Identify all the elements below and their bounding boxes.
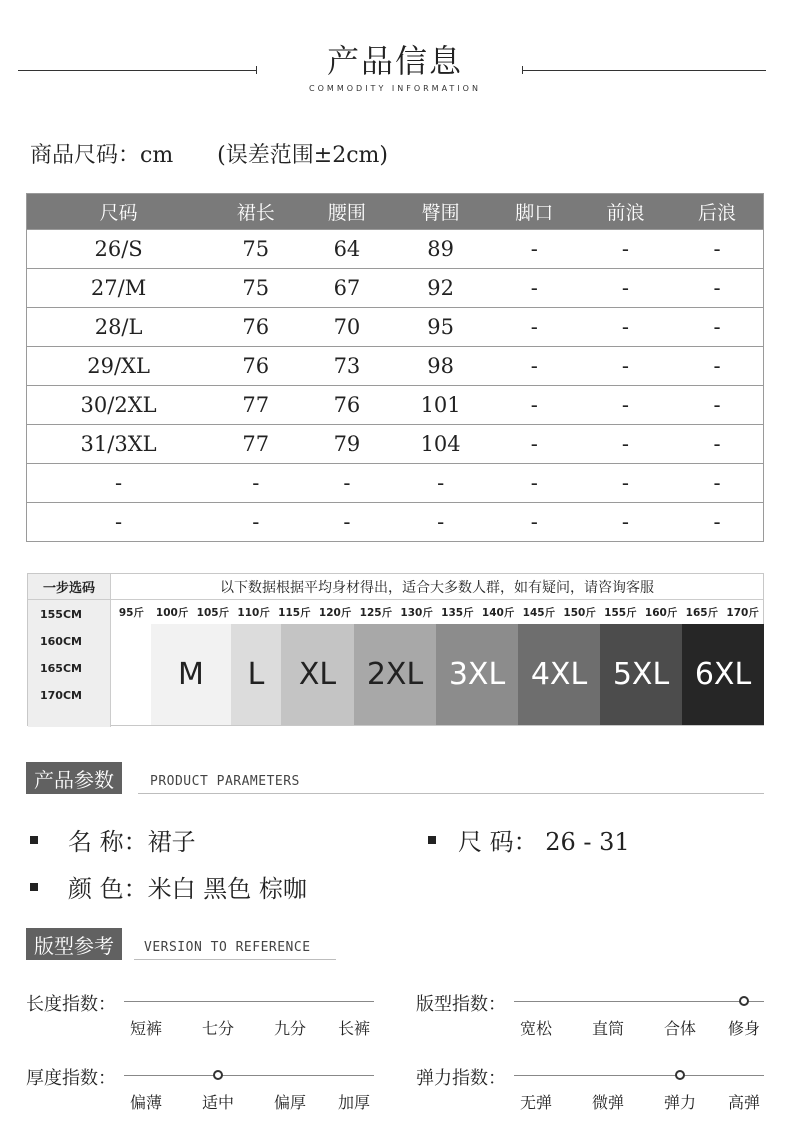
table-cell: 73 [301, 347, 392, 386]
table-cell: 92 [393, 269, 489, 308]
table-cell: - [580, 386, 671, 425]
table-cell: - [301, 503, 392, 542]
height-label: 165CM [40, 662, 82, 675]
table-cell: 64 [301, 230, 392, 269]
fit-thickness-option: 偏薄 [129, 1093, 162, 1112]
table-cell: - [671, 308, 763, 347]
table-cell: 89 [393, 230, 489, 269]
weight-label: 155斤 [604, 606, 637, 619]
fit-stretch-marker [675, 1070, 685, 1080]
param-name-text: 名 称：裙子 [68, 828, 196, 856]
table-cell: - [671, 386, 763, 425]
weight-label: 130斤 [400, 606, 433, 619]
fit-thickness-marker [213, 1070, 223, 1080]
size-guide-label: 一步选码 [28, 574, 111, 600]
table-cell: - [489, 425, 580, 464]
height-column [28, 600, 111, 727]
bullet-icon [428, 836, 436, 844]
size-col-header: 前浪 [580, 194, 671, 230]
size-table [26, 193, 764, 542]
table-cell: - [210, 503, 301, 542]
table-cell: - [393, 503, 489, 542]
size-band-l: L [231, 624, 281, 725]
param-name [30, 822, 196, 857]
table-cell: - [489, 386, 580, 425]
size-band-empty [111, 624, 151, 725]
table-cell: - [210, 464, 301, 503]
table-cell: 27/M [27, 269, 211, 308]
weight-label: 120斤 [318, 606, 352, 619]
fit-stretch-option: 微弹 [591, 1093, 624, 1112]
table-cell: - [489, 464, 580, 503]
fit-shape-label: 版型指数： [416, 994, 506, 1015]
fit-length-label: 长度指数： [26, 994, 116, 1015]
table-cell: - [671, 230, 763, 269]
fit-tag: 版型参考 [26, 928, 122, 960]
size-band-5xl: 5XL [600, 624, 682, 725]
page-subtitle: COMMODITY INFORMATION [309, 84, 481, 93]
table-cell: 95 [393, 308, 489, 347]
size-table-header [27, 194, 764, 230]
height-label: 160CM [40, 635, 82, 648]
weight-label: 140斤 [481, 606, 515, 619]
size-band-4xl: 4XL [518, 624, 600, 725]
table-cell: 98 [393, 347, 489, 386]
table-row [27, 503, 764, 542]
weight-label: 165斤 [685, 606, 719, 619]
weight-label: 135斤 [441, 606, 474, 619]
table-cell: - [27, 464, 211, 503]
table-row [27, 230, 764, 269]
fit-length-scale [124, 1001, 374, 1002]
size-band-xl: XL [281, 624, 354, 725]
table-cell: - [580, 464, 671, 503]
table-cell: - [580, 269, 671, 308]
table-cell: - [671, 269, 763, 308]
table-cell: - [580, 347, 671, 386]
weight-label: 145斤 [522, 606, 556, 619]
weight-row [111, 600, 763, 624]
height-label: 155CM [40, 608, 82, 621]
weight-label: 100斤 [155, 606, 189, 619]
fit-thickness-option: 适中 [201, 1093, 234, 1112]
table-cell: 76 [210, 308, 301, 347]
size-band-6xl: 6XL [682, 624, 764, 725]
fit-shape-option: 宽松 [519, 1019, 552, 1038]
fit-thickness-option: 偏厚 [273, 1093, 306, 1112]
fit-thickness-option: 加厚 [337, 1093, 370, 1112]
fit-en: VERSION TO REFERENCE [144, 940, 311, 955]
fit-stretch-option: 无弹 [519, 1093, 552, 1112]
size-col-header: 尺码 [27, 194, 211, 230]
table-cell: 79 [301, 425, 392, 464]
table-cell: - [489, 308, 580, 347]
table-cell: 101 [393, 386, 489, 425]
size-col-header: 臀围 [393, 194, 489, 230]
table-cell: - [580, 308, 671, 347]
page-title: 产品信息 [326, 42, 463, 80]
table-cell: - [671, 347, 763, 386]
table-cell: - [580, 503, 671, 542]
fit-section-header [26, 928, 336, 960]
fit-shape-scale [514, 1001, 764, 1002]
fit-length-option: 九分 [273, 1019, 306, 1038]
fit-thickness-label: 厚度指数： [26, 1068, 116, 1089]
weight-label: 115斤 [278, 606, 311, 619]
fit-stretch-scale [514, 1075, 764, 1076]
weight-label: 160斤 [644, 606, 678, 619]
table-cell: - [301, 464, 392, 503]
table-row [27, 269, 764, 308]
fit-stretch-label: 弹力指数： [416, 1068, 506, 1089]
size-band-3xl: 3XL [436, 624, 518, 725]
params-tag: 产品参数 [26, 762, 122, 794]
size-band-2xl: 2XL [354, 624, 436, 725]
params-underline [138, 793, 764, 794]
fit-length-option: 七分 [201, 1019, 234, 1038]
table-cell: - [393, 464, 489, 503]
param-color [30, 869, 307, 904]
fit-thickness-scale [124, 1075, 374, 1076]
table-row [27, 347, 764, 386]
table-cell: 77 [210, 386, 301, 425]
fit-underline [134, 959, 336, 960]
table-cell: - [580, 425, 671, 464]
bullet-icon [30, 836, 38, 844]
weight-label: 105斤 [196, 606, 230, 619]
fit-stretch-option: 高弹 [727, 1093, 760, 1112]
table-cell: 28/L [27, 308, 211, 347]
table-cell: - [580, 230, 671, 269]
size-guide-chart [27, 573, 764, 726]
table-cell: 29/XL [27, 347, 211, 386]
params-section-header [26, 762, 764, 794]
table-cell: - [489, 503, 580, 542]
table-cell: 77 [210, 425, 301, 464]
weight-label: 110斤 [237, 606, 270, 619]
table-cell: 26/S [27, 230, 211, 269]
table-cell: 75 [210, 230, 301, 269]
weight-label: 150斤 [563, 606, 596, 619]
height-label: 170CM [40, 689, 82, 702]
table-cell: 75 [210, 269, 301, 308]
param-size [428, 822, 630, 857]
weight-label: 170斤 [726, 606, 759, 619]
table-cell: - [671, 464, 763, 503]
table-cell: 67 [301, 269, 392, 308]
table-row [27, 425, 764, 464]
table-row [27, 308, 764, 347]
param-size-text: 尺 码： 26 - 31 [458, 828, 630, 856]
size-band-m: M [151, 624, 231, 725]
table-cell: - [489, 347, 580, 386]
fit-stretch-option: 弹力 [663, 1093, 696, 1112]
table-cell: - [671, 425, 763, 464]
table-cell: 30/2XL [27, 386, 211, 425]
params-en: PRODUCT PARAMETERS [150, 774, 300, 789]
table-cell: 70 [301, 308, 392, 347]
size-col-header: 脚口 [489, 194, 580, 230]
param-color-text: 颜 色：米白 黑色 棕咖 [68, 875, 307, 903]
size-col-header: 后浪 [671, 194, 763, 230]
table-cell: 31/3XL [27, 425, 211, 464]
fit-length-option: 长裤 [337, 1019, 370, 1038]
weight-label: 95斤 [118, 606, 144, 619]
table-cell: 76 [301, 386, 392, 425]
table-cell: - [489, 230, 580, 269]
fit-length-option: 短裤 [129, 1019, 162, 1038]
size-guide-intro: 以下数据根据平均身材得出，适合大多数人群，如有疑问，请咨询客服 [111, 574, 763, 600]
fit-shape-option: 直筒 [591, 1019, 624, 1038]
table-cell: - [671, 503, 763, 542]
table-cell: - [27, 503, 211, 542]
size-table-body [27, 230, 764, 542]
fit-shape-option: 修身 [727, 1019, 760, 1038]
table-row [27, 386, 764, 425]
table-cell: 104 [393, 425, 489, 464]
bullet-icon [30, 883, 38, 891]
size-col-header: 腰围 [301, 194, 392, 230]
fit-shape-option: 合体 [663, 1019, 696, 1038]
weight-label: 125斤 [359, 606, 393, 619]
table-cell: - [489, 269, 580, 308]
size-note: 商品尺码：cm (误差范围±2cm) [30, 143, 388, 168]
size-col-header: 裙长 [210, 194, 301, 230]
fit-shape-marker [739, 996, 749, 1006]
table-row [27, 464, 764, 503]
table-cell: 76 [210, 347, 301, 386]
